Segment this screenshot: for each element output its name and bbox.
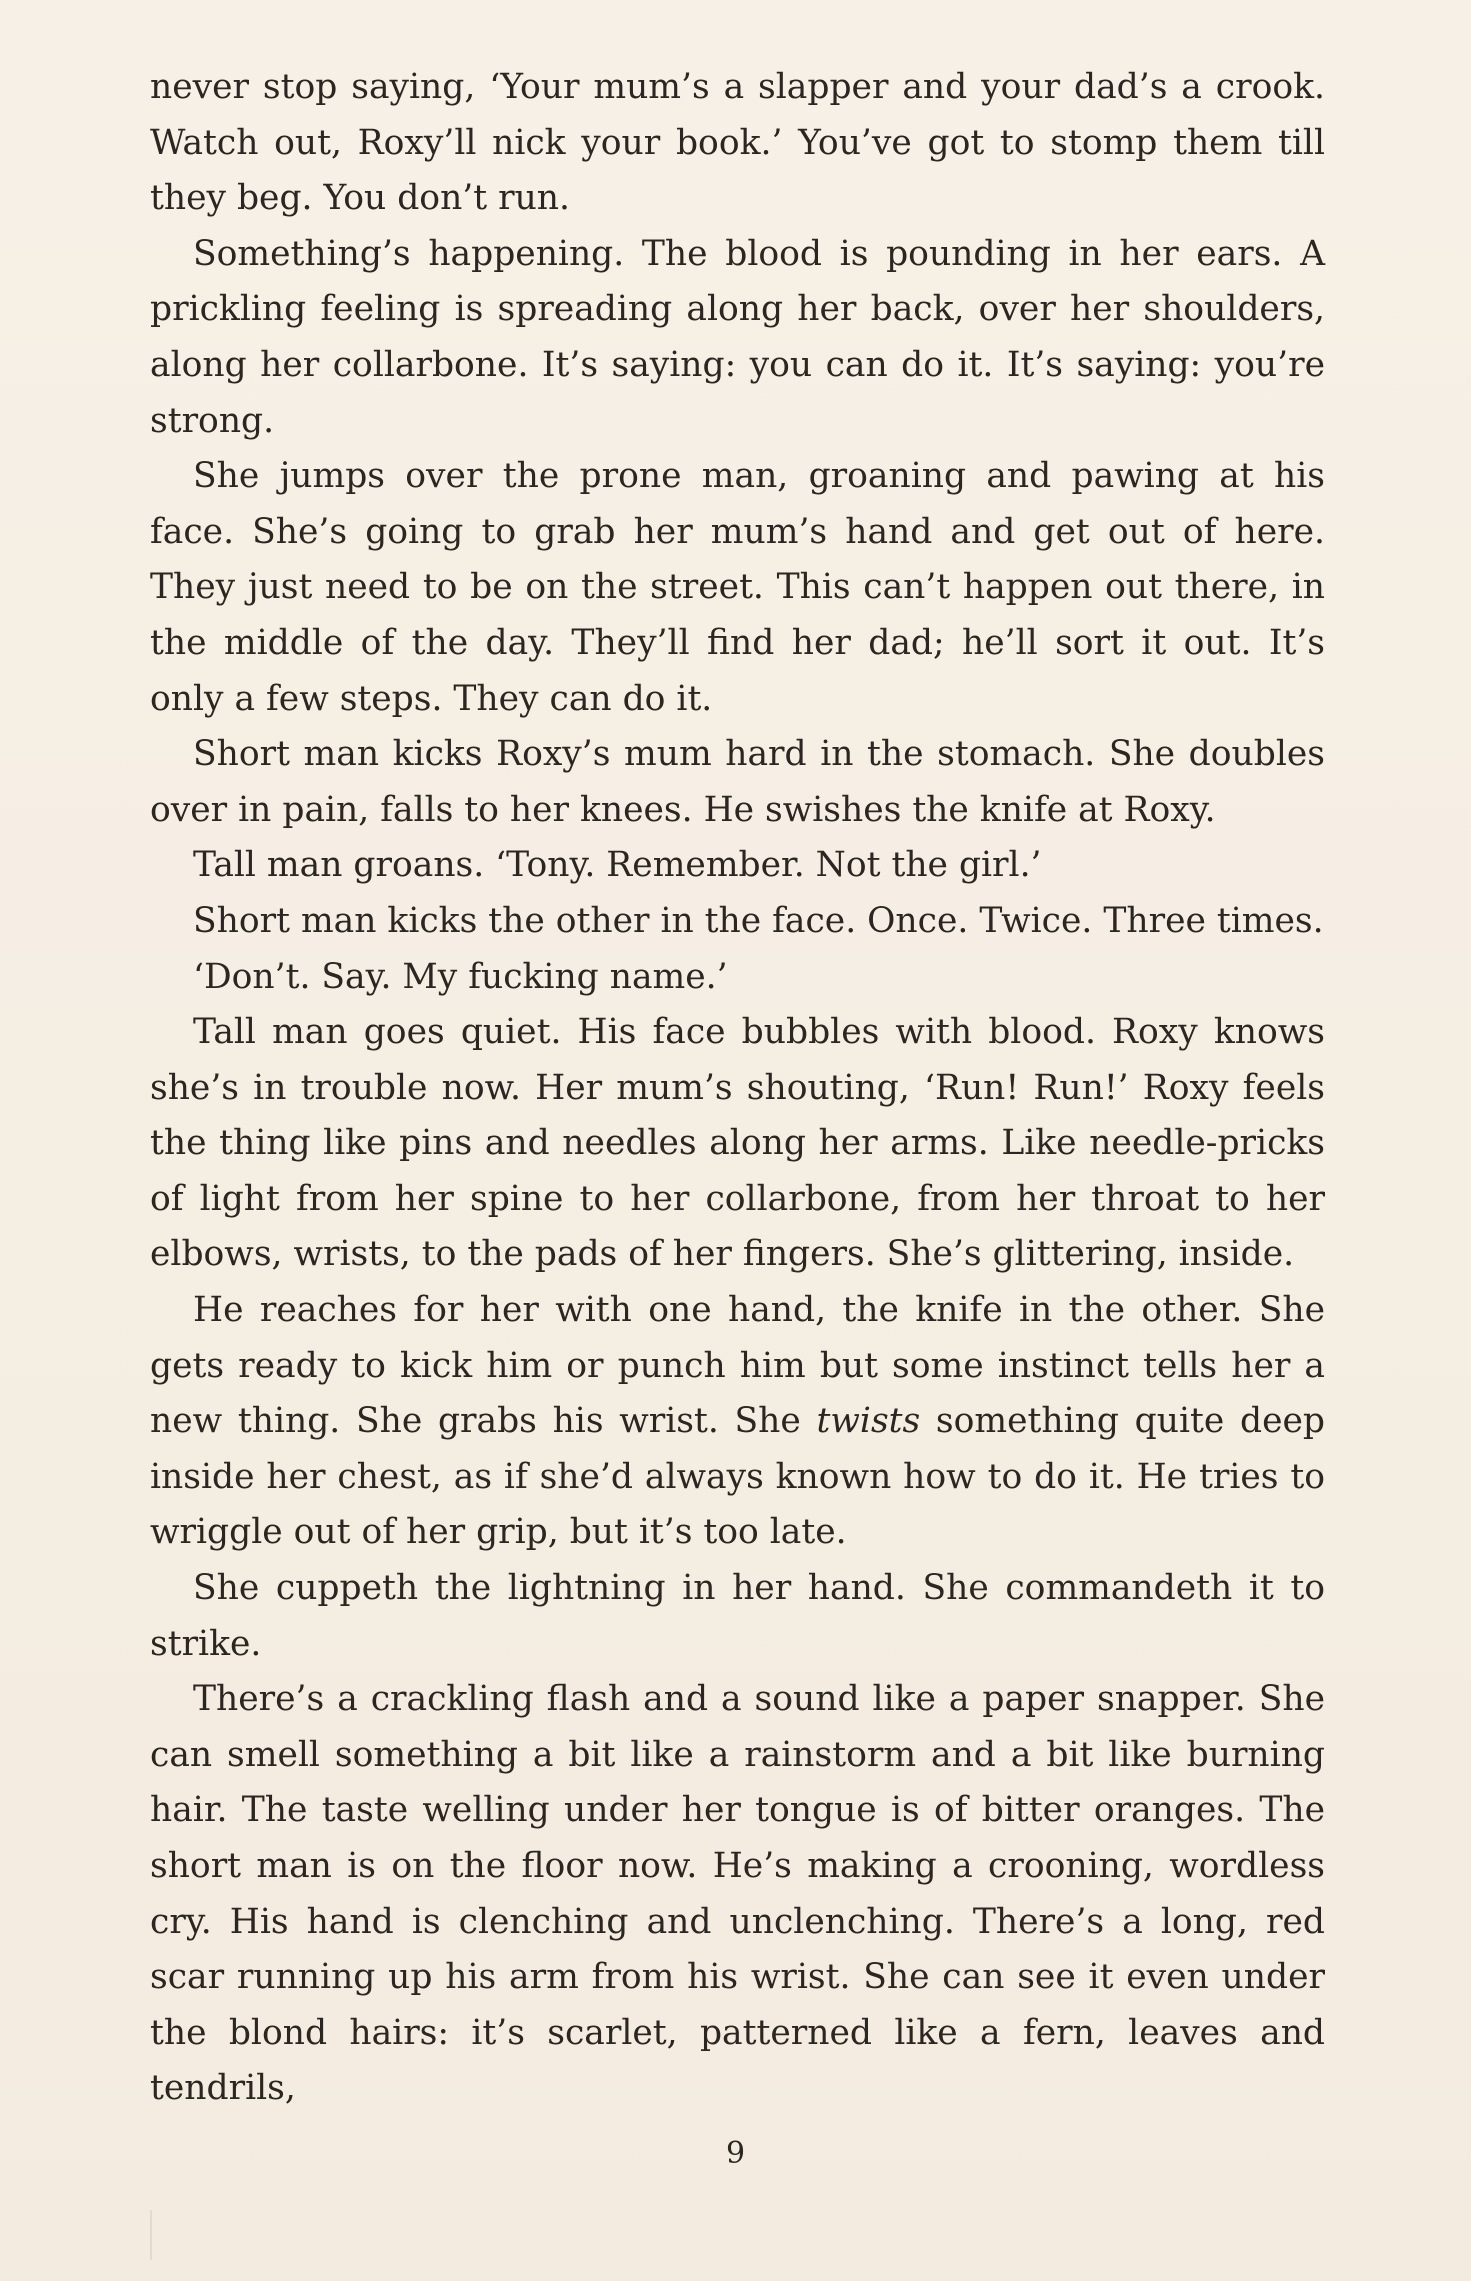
paragraph-9-before: He reaches for her with one hand, the knife in the other. She gets ready to kick him or punch him but some instinct tells her a new thing. She grabs his wrist. She xyxy=(150,1290,1325,1442)
paragraph-9-emphasis: twists xyxy=(816,1401,921,1442)
paragraph-6: Short man kicks the other in the face. Once. Twice. Three times. xyxy=(193,900,1324,941)
paragraph-5: Tall man groans. ‘Tony. Remember. Not the girl.’ xyxy=(193,845,1042,886)
body-text xyxy=(150,60,1325,2117)
paragraph-3: She jumps over the prone man, groaning and pawing at his face. She’s going to grab her mum’s hand and get out of here. They just need to be on the street. This can’t happen out there, in the middle of the day. They’ll find her dad; he’ll sort it out. It’s only a few steps. They can do it. xyxy=(150,456,1325,719)
paragraph-1: never stop saying, ‘Your mum’s a slapper and your dad’s a crook. Watch out, Roxy’ll nick your book.’ You’ve got to stomp them till they beg. You don’t run. xyxy=(150,67,1325,219)
paragraph-7: ‘Don’t. Say. My fucking name.’ xyxy=(193,956,728,997)
paragraph-11: There’s a crackling flash and a sound like a paper snapper. She can smell something a bit like a rainstorm and a bit like burning hair. The taste welling under her tongue is of bitter oranges. The short man is on the floor now. He’s making a crooning, wordless cry. His hand is clenching and unclenching. There’s a long, red scar running up his arm from his wrist. She can see it even under the blond hairs: it’s scarlet, patterned like a fern, leaves and tendrils, xyxy=(150,1679,1325,2109)
paragraph-8: Tall man goes quiet. His face bubbles with blood. Roxy knows she’s in trouble now. Her mum’s shouting, ‘Run! Run!’ Roxy feels the thing like pins and needles along her arms. Like needle-pricks of light from her spine to her collarbone, from her throat to her elbows, wrists, to the pads of her fingers. She’s glittering, inside. xyxy=(150,1012,1325,1275)
page-number: 9 xyxy=(725,2136,746,2171)
paragraph-4: Short man kicks Roxy’s mum hard in the stomach. She doubles over in pain, falls to her knees. He swishes the knife at Roxy. xyxy=(150,734,1325,830)
paragraph-10: She cuppeth the lightning in her hand. She commandeth it to strike. xyxy=(150,1568,1325,1664)
paragraph-9-after: something quite deep inside her chest, as if she’d always known how to do it. He tries to wriggle out of her grip, but it’s too late. xyxy=(150,1401,1325,1553)
paragraph-2: Something’s happening. The blood is pounding in her ears. A prickling feeling is spreading along her back, over her shoulders, along her collarbone. It’s saying: you can do it. It’s saying: you’re strong. xyxy=(150,233,1325,441)
show-through-mark xyxy=(150,2210,152,2260)
paragraph-9 xyxy=(150,1283,1325,1561)
